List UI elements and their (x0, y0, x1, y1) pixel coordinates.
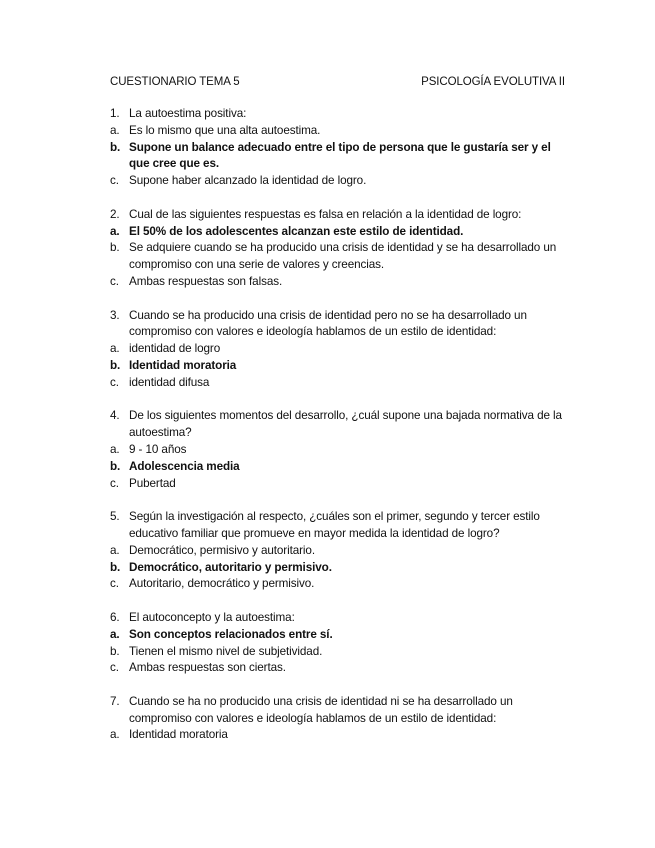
answer-option-correct (110, 560, 565, 577)
option-text: Supone un balance adecuado entre el tipo de persona que le gustaría ser y el que cree que es. (129, 140, 551, 171)
option-letter: c. (110, 174, 119, 188)
option-letter: c. (110, 476, 119, 490)
option-letter: b. (110, 140, 121, 154)
question-stem (110, 509, 565, 543)
question-text: Cuando se ha producido una crisis de identidad pero no se ha desarrollado un compromiso con valores e ideología hablamos de un estilo de identidad: (129, 308, 527, 339)
question-number: 6. (110, 610, 120, 624)
question-number: 3. (110, 308, 120, 322)
option-text: identidad difusa (129, 375, 210, 389)
option-text: Son conceptos relacionados entre sí. (129, 627, 333, 641)
option-letter: b. (110, 459, 121, 473)
option-letter: b. (110, 241, 120, 255)
option-text: Democrático, permisivo y autoritario. (129, 543, 315, 557)
question-stem (110, 408, 565, 442)
header-title: CUESTIONARIO TEMA 5 (110, 76, 240, 88)
question-number: 2. (110, 207, 120, 221)
answer-option (110, 123, 565, 140)
question-number: 5. (110, 510, 120, 524)
question-stem (110, 207, 565, 224)
option-letter: b. (110, 644, 120, 658)
option-letter: a. (110, 442, 120, 456)
answer-option (110, 644, 565, 661)
option-letter: c. (110, 577, 119, 591)
answer-option-correct (110, 627, 565, 644)
option-letter: b. (110, 358, 121, 372)
question-text: De los siguientes momentos del desarrollo, ¿cuál supone una bajada normativa de la autoestima? (129, 409, 562, 440)
option-text: Ambas respuestas son falsas. (129, 274, 283, 288)
header-subject: PSICOLOGÍA EVOLUTIVA II (421, 76, 565, 88)
page-header (110, 76, 565, 93)
answer-option (110, 476, 565, 493)
question-text: Cuando se ha no producido una crisis de identidad ni se ha desarrollado un compromiso con valores e ideología hablamos de un estilo de identidad: (129, 694, 513, 725)
answer-option (110, 341, 565, 358)
option-letter: a. (110, 224, 120, 238)
question-4 (110, 408, 565, 492)
option-text: Pubertad (129, 476, 176, 490)
answer-option (110, 173, 565, 190)
option-text: Democrático, autoritario y permisivo. (129, 560, 332, 574)
option-letter: a. (110, 123, 120, 137)
questionnaire (110, 106, 565, 761)
question-number: 1. (110, 107, 120, 120)
option-text: Tienen el mismo nivel de subjetividad. (129, 644, 323, 658)
answer-option (110, 660, 565, 677)
option-text: El 50% de los adolescentes alcanzan este estilo de identidad. (129, 224, 464, 238)
option-text: 9 - 10 años (129, 442, 187, 456)
answer-option-correct (110, 224, 565, 241)
option-text: Autoritario, democrático y permisivo. (129, 577, 315, 591)
option-letter: a. (110, 342, 120, 356)
option-text: Es lo mismo que una alta autoestima. (129, 123, 321, 137)
option-text: identidad de logro (129, 342, 221, 356)
question-text: Cual de las siguientes respuestas es falsa en relación a la identidad de logro: (129, 207, 522, 221)
option-letter: c. (110, 661, 119, 675)
question-7 (110, 694, 565, 744)
option-text: Identidad moratoria (129, 358, 237, 372)
question-5 (110, 509, 565, 593)
answer-option (110, 543, 565, 560)
question-text: Según la investigación al respecto, ¿cuáles son el primer, segundo y tercer estilo educativo familiar que promueve en mayor medida la identidad de logro? (129, 510, 540, 540)
answer-option (110, 727, 565, 744)
answer-option-correct (110, 459, 565, 476)
option-letter: a. (110, 543, 120, 557)
option-letter: a. (110, 728, 120, 742)
option-letter: a. (110, 627, 120, 641)
question-1 (110, 106, 565, 190)
question-number: 4. (110, 409, 120, 423)
question-stem (110, 694, 565, 728)
answer-option-correct (110, 358, 565, 375)
option-letter: c. (110, 274, 119, 288)
option-text: Identidad moratoria (129, 728, 228, 742)
option-text: Adolescencia media (129, 459, 240, 473)
answer-option-correct (110, 140, 565, 174)
answer-option (110, 442, 565, 459)
question-number: 7. (110, 694, 120, 708)
answer-option (110, 375, 565, 392)
question-2 (110, 207, 565, 291)
question-stem (110, 106, 565, 123)
option-text: Supone haber alcanzado la identidad de logro. (129, 174, 367, 188)
option-letter: b. (110, 560, 121, 574)
answer-option (110, 576, 565, 593)
question-stem (110, 308, 565, 342)
question-text: El autoconcepto y la autoestima: (129, 610, 295, 624)
question-3 (110, 308, 565, 392)
question-text: La autoestima positiva: (129, 107, 247, 120)
option-letter: c. (110, 375, 119, 389)
question-stem (110, 610, 565, 627)
option-text: Se adquiere cuando se ha producido una crisis de identidad y se ha desarrollado un compromiso con una serie de valores y creencias. (129, 241, 557, 272)
option-text: Ambas respuestas son ciertas. (129, 661, 286, 675)
question-6 (110, 610, 565, 677)
answer-option (110, 274, 565, 291)
answer-option (110, 240, 565, 274)
